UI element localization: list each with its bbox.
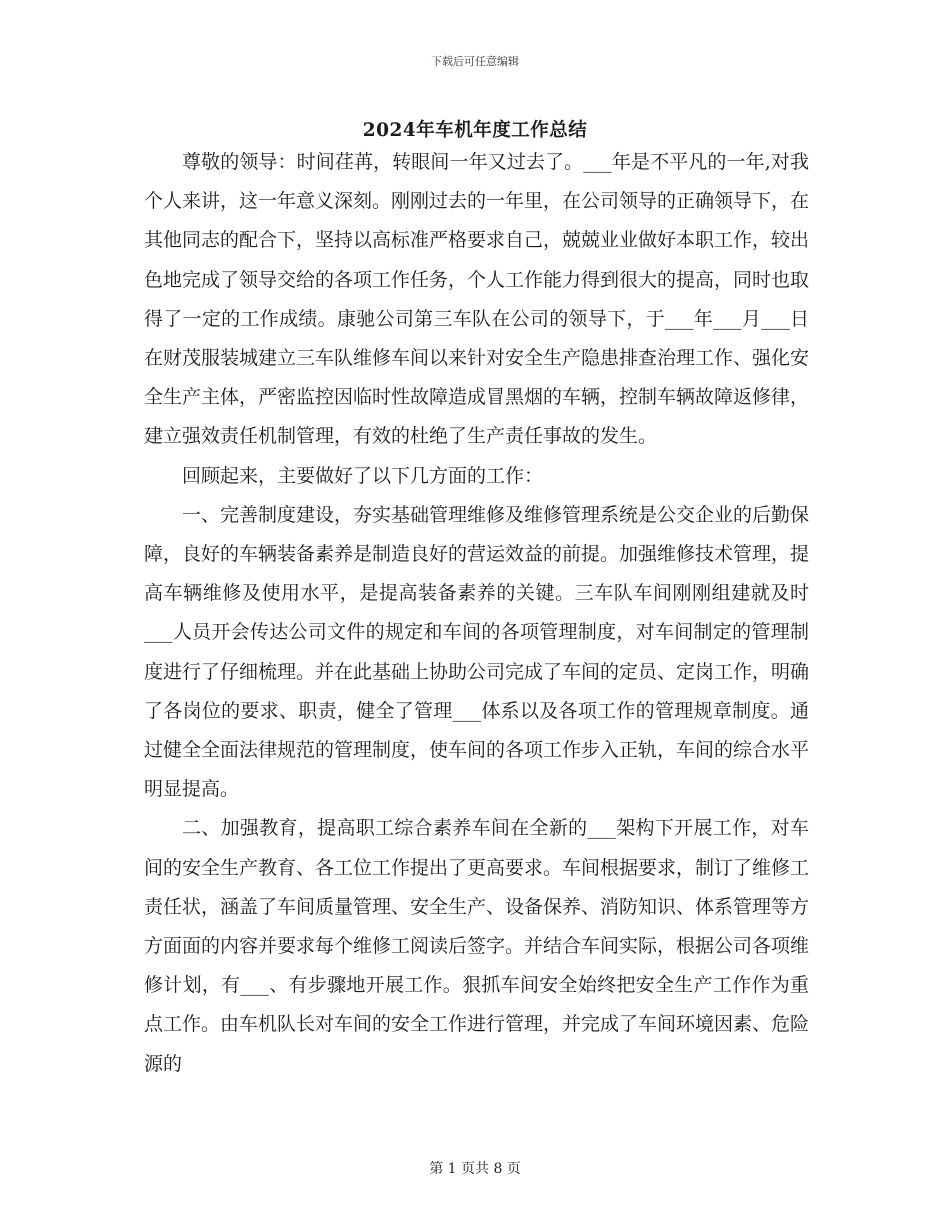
page-footer: 第 1 页共 8 页 (429, 1161, 521, 1177)
paragraph-section-1: 一、完善制度建设，夯实基础管理维修及维修管理系统是公交企业的后勤保障，良好的车辆装备素养是制造良好的营运效益的前提。加强维修技术管理，提高车辆维修及使用水平，是提高装备素养的关键。三车队车间刚刚组建就及时___人员开会传达公司文件的规定和车间的各项管理制度，对车间制定的管理制度进行了仔细梳理。并在此基础上协助公司完成了车间的定员、定岗工作，明确了各岗位的要求、职责，健全了管理___体系以及各项工作的管理规章制度。通过健全全面法律规范的管理制度，使车间的各项工作步入正轨，车间的综合水平明显提高。 (144, 503, 810, 801)
header-note: 下载后可任意编辑 (431, 55, 519, 68)
paragraph-review: 回顾起来，主要做好了以下几方面的工作： (182, 464, 544, 487)
paragraph-intro: 尊敬的领导：时间荏苒，转眼间一年又过去了。___年是不平凡的一年,对我个人来讲，这一年意义深刻。刚刚过去的一年里，在公司领导的正确领导下，在其他同志的配合下，坚持以高标准严格要求自己，兢兢业业做好本职工作，较出色地完成了领导交给的各项工作任务，个人工作能力得到很大的提高，同时也取得了一定的工作成绩。康驰公司第三车队在公司的领导下，于___年___月___日在财茂服装城建立三车队维修车间以来针对安全生产隐患排查治理工作、强化安全生产主体，严密监控因临时性故障造成冒黑烟的车辆，控制车辆故障返修律，建立强效责任机制管理，有效的杜绝了生产责任事故的发生。 (144, 151, 810, 448)
paragraph-section-2: 二、加强教育，提高职工综合素养车间在全新的___架构下开展工作，对车间的安全生产教育、各工位工作提出了更高要求。车间根据要求，制订了维修工责任状，涵盖了车间质量管理、安全生产、设备保养、消防知识、体系管理等方方面面的内容并要求每个维修工阅读后签字。并结合车间实际，根据公司各项维修计划，有___、有步骤地开展工作。狠抓车间安全始终把安全生产工作作为重点工作。由车机队长对车间的安全工作进行管理，并完成了车间环境因素、危险源的 (144, 817, 810, 1075)
document-title: 2024年车机年度工作总结 (362, 120, 588, 141)
document-body (144, 143, 809, 1084)
